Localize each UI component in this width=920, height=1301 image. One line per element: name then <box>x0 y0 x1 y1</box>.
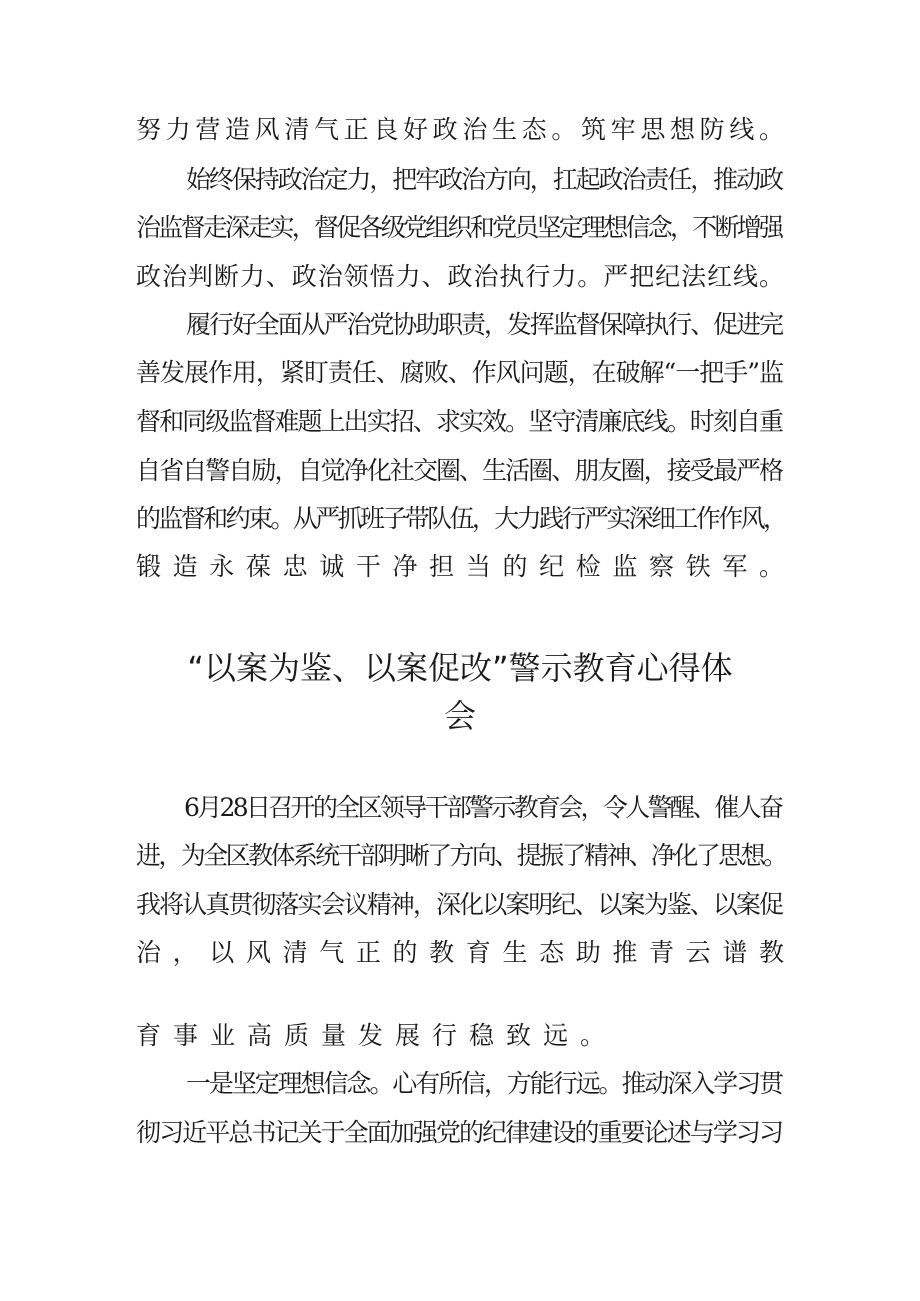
paragraph-line <box>0 164 920 196</box>
text-line: 进，为全区教体系统干部明晰了方向、提振了精神、净化了思想。 <box>136 841 786 870</box>
paragraph-line <box>0 840 920 872</box>
paragraph-line <box>0 937 920 969</box>
text-line: 治，以风清气正的教育生态助推青云谱教 <box>136 938 796 967</box>
text-line: 我将认真贯彻落实会议精神，深化以案明纪、以案为鉴、以案促 <box>136 890 783 919</box>
paragraph-line <box>0 309 920 341</box>
text-line: 6月28日召开的全区领导干部警示教育会，令人警醒、催人奋 <box>184 793 782 822</box>
paragraph-line <box>0 503 920 535</box>
paragraph-line <box>0 357 920 389</box>
paragraph-line <box>0 455 920 487</box>
paragraph-line <box>0 261 920 293</box>
paragraph-line <box>0 889 920 921</box>
paragraph-line <box>0 212 920 244</box>
paragraph-line <box>0 114 920 146</box>
text-line: 的监督和约束。从严抓班子带队伍，大力践行严实深细工作作风， <box>136 504 786 533</box>
text-line: 治监督走深走实，督促各级党组织和党员坚定理想信念，不断增强 <box>136 213 782 242</box>
text-line: 一是坚定理想信念。心有所信，方能行远。推动深入学习贯 <box>186 1069 782 1098</box>
text-line: 努力营造风清气正良好政治生态。筑牢思想防线。 <box>136 115 789 144</box>
paragraph-line <box>0 1020 920 1052</box>
paragraph-line <box>0 1117 920 1149</box>
paragraph-line <box>0 792 920 824</box>
text-line: 彻习近平总书记关于全面加强党的纪律建设的重要论述与学习习 <box>136 1118 783 1147</box>
article-title-continued: 会 <box>443 697 476 735</box>
text-line: 善发展作用，紧盯责任、腐败、作风问题，在破解“一把手”监 <box>136 358 783 387</box>
text-line: 履行好全面从严治党协助职责，发挥监督保障执行、促进完 <box>186 310 782 339</box>
paragraph-line <box>0 551 920 583</box>
text-line: 督和同级监督难题上出实招、求实效。坚守清廉底线。时刻自重 <box>136 407 783 436</box>
paragraph-line <box>0 1068 920 1100</box>
text-line: 育事业高质量发展行稳致远。 <box>136 1021 618 1050</box>
text-line: 政治判断力、政治领悟力、政治执行力。严把纪法红线。 <box>136 262 785 291</box>
text-line: 自省自警自励，自觉净化社交圈、生活圈、朋友圈，接受最严格 <box>136 456 783 485</box>
text-line: 始终保持政治定力，把牢政治方向，扛起政治责任，推动政 <box>186 165 782 194</box>
paragraph-line <box>0 406 920 438</box>
article-title: “以案为鉴、以案促改”警示教育心得体 <box>187 649 733 687</box>
text-line: 锻造永葆忠诚干净担当的纪检监察铁军。 <box>136 552 796 581</box>
